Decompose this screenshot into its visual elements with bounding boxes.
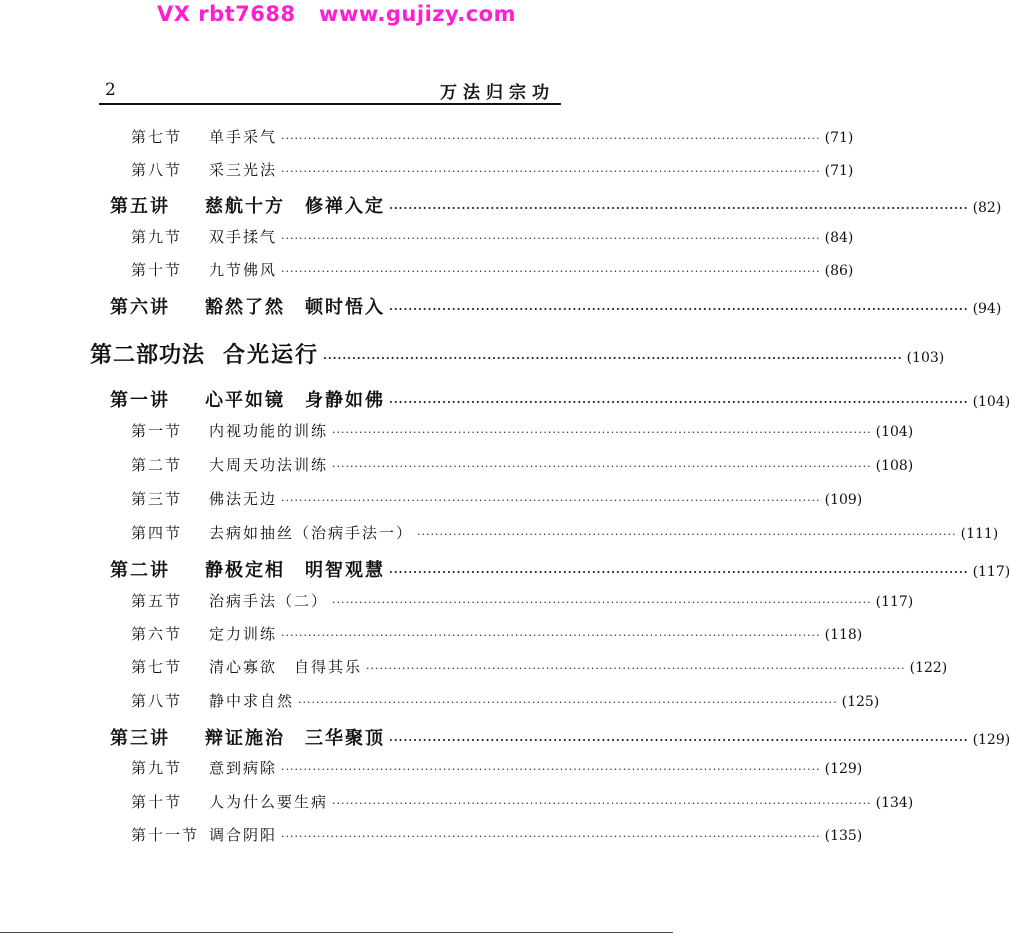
toc-entry-title: 豁然了然 顿时悟入 xyxy=(205,297,385,318)
toc-entry-title: 合光运行 xyxy=(223,343,320,368)
toc-entry-section xyxy=(131,454,914,475)
toc-leader-dots: ························································································································ xyxy=(389,734,969,747)
toc-entry-page: (134) xyxy=(875,795,914,811)
toc-entry-part xyxy=(90,338,945,369)
toc-entry-title: 心平如镜 身静如佛 xyxy=(205,390,385,411)
toc-entry-title: 静中求自然 xyxy=(209,692,295,710)
toc-entry-label: 第九节 xyxy=(131,759,183,777)
toc-entry-page: (111) xyxy=(960,526,999,542)
toc-entry-page: (94) xyxy=(972,301,1002,317)
toc-leader-dots: ························································································································ xyxy=(332,426,872,439)
toc-entry-section xyxy=(131,126,854,147)
toc-entry-page: (118) xyxy=(824,627,863,643)
toc-entry-title: 调合阴阳 xyxy=(209,826,278,844)
toc-leader-dots: ························································································································ xyxy=(332,797,872,810)
toc-entry-page: (84) xyxy=(824,230,854,246)
toc-entry-label: 第一讲 xyxy=(110,390,170,411)
toc-entry-label: 第二讲 xyxy=(110,560,170,581)
toc-leader-dots: ························································································································ xyxy=(389,396,969,409)
toc-entry-section xyxy=(131,420,914,441)
toc-leader-dots: ························································································································ xyxy=(366,662,906,675)
toc-entry-label: 第六讲 xyxy=(110,297,170,318)
toc-entry-label: 第二节 xyxy=(131,456,183,474)
toc-entry-page: (109) xyxy=(824,492,863,508)
toc-leader-dots: ························································································································ xyxy=(281,165,821,178)
toc-entry-label: 第四节 xyxy=(131,524,183,542)
toc-entry-title: 九节佛风 xyxy=(209,261,278,279)
toc-entry-label: 第七节 xyxy=(131,658,183,676)
page-header xyxy=(101,78,557,104)
toc-leader-dots: ························································································································ xyxy=(298,696,838,709)
toc-entry-page: (117) xyxy=(972,564,1010,580)
toc-leader-dots: ························································································································ xyxy=(281,830,821,843)
toc-entry-section xyxy=(131,590,914,611)
toc-entry-page: (129) xyxy=(972,732,1010,748)
toc-leader-dots: ························································································································ xyxy=(281,232,821,245)
toc-entry-section xyxy=(131,757,863,778)
toc-entry-label: 第三节 xyxy=(131,490,183,508)
watermark-text: VX rbt7688 www.gujizy.com xyxy=(157,2,516,26)
header-rule xyxy=(99,103,561,105)
toc-entry-page: (104) xyxy=(875,424,914,440)
toc-entry-lecture xyxy=(110,556,1010,582)
bottom-rule xyxy=(0,932,673,933)
toc-entry-label: 第八节 xyxy=(131,692,183,710)
toc-entry-page: (108) xyxy=(875,458,914,474)
toc-leader-dots: ························································································································ xyxy=(281,265,821,278)
toc-entry-section xyxy=(131,226,854,247)
toc-entry-title: 内视功能的训练 xyxy=(209,422,329,440)
toc-entry-title: 慈航十方 修禅入定 xyxy=(205,196,385,217)
toc-entry-title: 定力训练 xyxy=(209,625,278,643)
toc-entry-page: (82) xyxy=(972,200,1002,216)
toc-entry-page: (117) xyxy=(875,594,914,610)
toc-leader-dots: ························································································································ xyxy=(281,132,821,145)
toc-entry-title: 治病手法（二） xyxy=(209,592,329,610)
toc-entry-label: 第五讲 xyxy=(110,196,170,217)
toc-entry-section xyxy=(131,488,863,509)
toc-leader-dots: ························································································································ xyxy=(332,460,872,473)
toc-entry-title: 人为什么要生病 xyxy=(209,793,329,811)
toc-entry-title: 大周天功法训练 xyxy=(209,456,329,474)
toc-leader-dots: ························································································································ xyxy=(332,596,872,609)
page-number: 2 xyxy=(105,80,116,100)
toc-entry-section xyxy=(131,623,863,644)
toc-entry-label: 第九节 xyxy=(131,228,183,246)
toc-entry-lecture xyxy=(110,293,1002,319)
toc-entry-label: 第十一节 xyxy=(131,826,200,844)
toc-entry-page: (71) xyxy=(824,130,854,146)
toc-entry-page: (122) xyxy=(909,660,948,676)
toc-entry-title: 采三光法 xyxy=(209,161,278,179)
toc-leader-dots: ························································································································ xyxy=(323,352,903,365)
toc-entry-lecture xyxy=(110,192,1002,218)
toc-entry-label: 第五节 xyxy=(131,592,183,610)
toc-entry-page: (86) xyxy=(824,263,854,279)
book-title: 万法归宗功 xyxy=(440,83,555,103)
toc-entry-label: 第八节 xyxy=(131,161,183,179)
toc-entry-page: (103) xyxy=(906,350,945,366)
toc-leader-dots: ························································································································ xyxy=(417,528,957,541)
toc-leader-dots: ························································································································ xyxy=(389,202,969,215)
toc-entry-label: 第七节 xyxy=(131,128,183,146)
toc-entry-section xyxy=(131,791,914,812)
toc-entry-section xyxy=(131,259,854,280)
toc-entry-title: 静极定相 明智观慧 xyxy=(205,560,385,581)
toc-entry-lecture xyxy=(110,724,1010,750)
toc-leader-dots: ························································································································ xyxy=(281,494,821,507)
toc-entry-title: 意到病除 xyxy=(209,759,278,777)
toc-entry-title: 去病如抽丝（治病手法一） xyxy=(209,524,414,542)
toc-entry-page: (125) xyxy=(841,694,880,710)
toc-entry-title: 佛法无边 xyxy=(209,490,278,508)
toc-entry-label: 第一节 xyxy=(131,422,183,440)
toc-leader-dots: ························································································································ xyxy=(281,629,821,642)
toc-entry-title: 单手采气 xyxy=(209,128,278,146)
toc-entry-section xyxy=(131,824,863,845)
toc-leader-dots: ························································································································ xyxy=(389,566,969,579)
toc-entry-page: (135) xyxy=(824,828,863,844)
toc-entry-label: 第六节 xyxy=(131,625,183,643)
toc-entry-label: 第三讲 xyxy=(110,728,170,749)
toc-entry-lecture xyxy=(110,386,1010,412)
toc-leader-dots: ························································································································ xyxy=(281,763,821,776)
toc-entry-label: 第十节 xyxy=(131,261,183,279)
toc-entry-label: 第二部功法 xyxy=(90,343,206,368)
toc-entry-title: 辩证施治 三华聚顶 xyxy=(205,728,385,749)
toc-entry-section xyxy=(131,522,999,543)
toc-entry-section xyxy=(131,690,880,711)
toc-entry-page: (71) xyxy=(824,163,854,179)
toc-entry-section xyxy=(131,159,854,180)
toc-entry-page: (129) xyxy=(824,761,863,777)
toc-entry-title: 清心寡欲 自得其乐 xyxy=(209,658,363,676)
toc-entry-label: 第十节 xyxy=(131,793,183,811)
toc-entry-section xyxy=(131,656,948,677)
toc-leader-dots: ························································································································ xyxy=(389,303,969,316)
toc-entry-page: (104) xyxy=(972,394,1010,410)
toc-entry-title: 双手揉气 xyxy=(209,228,278,246)
